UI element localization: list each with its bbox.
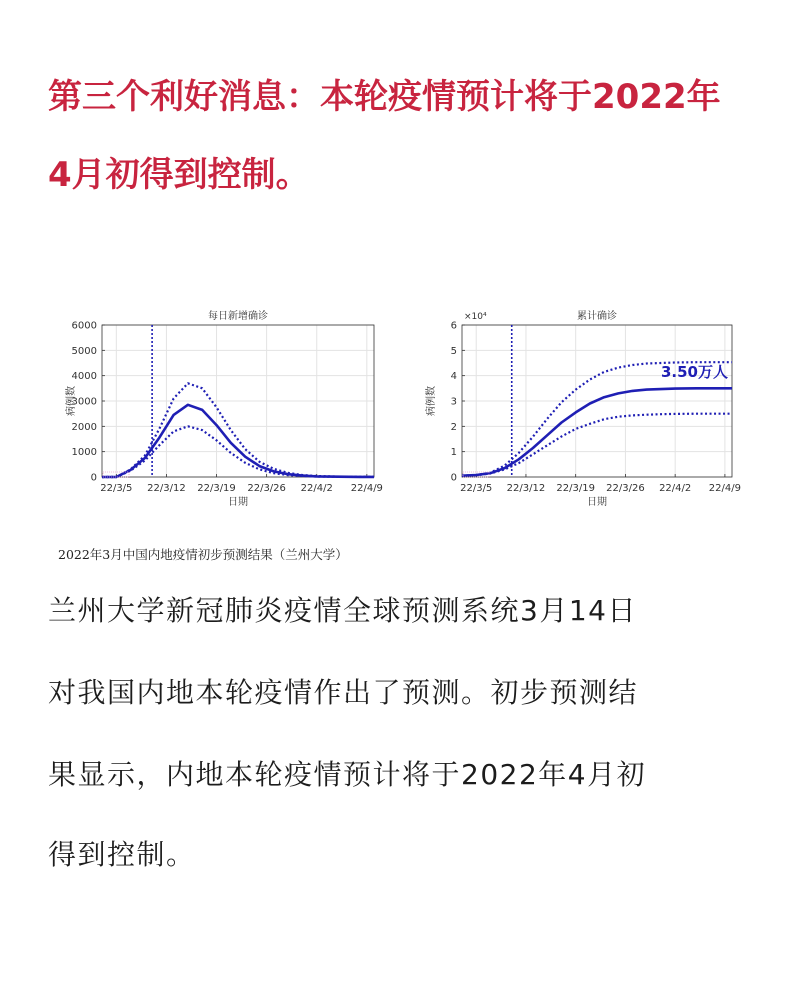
x-tick-label: 22/4/9 xyxy=(708,483,741,494)
y-tick-label: 0 xyxy=(90,472,97,484)
cumulative-cases-chart xyxy=(424,309,741,508)
x-tick-label: 22/3/12 xyxy=(506,483,546,494)
chart-title: 每日新增确诊 xyxy=(208,311,268,322)
figure-caption: 2022年3月中国内地疫情初步预测结果（兰州大学） xyxy=(58,547,348,562)
chart-title: 累计确诊 xyxy=(577,311,617,322)
y-multiplier-label: ×10⁴ xyxy=(464,312,487,322)
forecast-charts xyxy=(0,295,800,535)
y-tick-label: 5000 xyxy=(71,345,97,357)
body-text-line-3: 果显示，内地本轮疫情预计将于2022年4月初 xyxy=(48,758,647,791)
y-tick-label: 2 xyxy=(450,421,457,433)
y-tick-label: 4000 xyxy=(71,371,97,383)
y-tick-label: 5 xyxy=(450,345,457,357)
x-tick-label: 22/3/19 xyxy=(197,483,236,494)
y-axis-label: 病例数 xyxy=(426,386,437,416)
x-tick-label: 22/3/19 xyxy=(556,483,595,494)
y-tick-label: 3000 xyxy=(71,396,97,408)
x-tick-label: 22/3/26 xyxy=(606,483,645,494)
x-axis-label: 日期 xyxy=(587,497,607,508)
annotation-label: 3.50万人 xyxy=(660,362,728,381)
heading-line-2: 4月初得到控制。 xyxy=(48,155,310,195)
body-text-line-1: 兰州大学新冠肺炎疫情全球预测系统3月14日 xyxy=(48,594,637,627)
x-tick-label: 22/3/26 xyxy=(247,483,286,494)
x-tick-label: 22/4/2 xyxy=(659,483,692,494)
confidence-bound-line xyxy=(102,383,374,477)
y-tick-label: 1 xyxy=(450,447,457,459)
x-tick-label: 22/4/9 xyxy=(350,483,383,494)
y-tick-label: 3 xyxy=(450,396,457,408)
x-tick-label: 22/4/2 xyxy=(300,483,333,494)
y-tick-label: 6000 xyxy=(71,320,97,332)
body-text-line-4: 得到控制。 xyxy=(48,838,196,871)
x-tick-label: 22/3/5 xyxy=(100,483,133,494)
forecast-line xyxy=(102,405,374,477)
y-tick-label: 4 xyxy=(450,371,457,383)
body-text-line-2: 对我国内地本轮疫情作出了预测。初步预测结 xyxy=(48,676,639,709)
y-tick-label: 1000 xyxy=(71,447,97,459)
x-tick-label: 22/3/5 xyxy=(460,483,493,494)
y-tick-label: 0 xyxy=(450,472,457,484)
daily-new-cases-chart xyxy=(64,309,383,508)
heading-line-1: 第三个利好消息：本轮疫情预计将于2022年 xyxy=(48,77,721,117)
y-axis-label: 病例数 xyxy=(66,386,77,416)
y-tick-label: 2000 xyxy=(71,421,97,433)
y-tick-label: 6 xyxy=(450,320,457,332)
x-axis-label: 日期 xyxy=(228,497,248,508)
x-tick-label: 22/3/12 xyxy=(147,483,186,494)
